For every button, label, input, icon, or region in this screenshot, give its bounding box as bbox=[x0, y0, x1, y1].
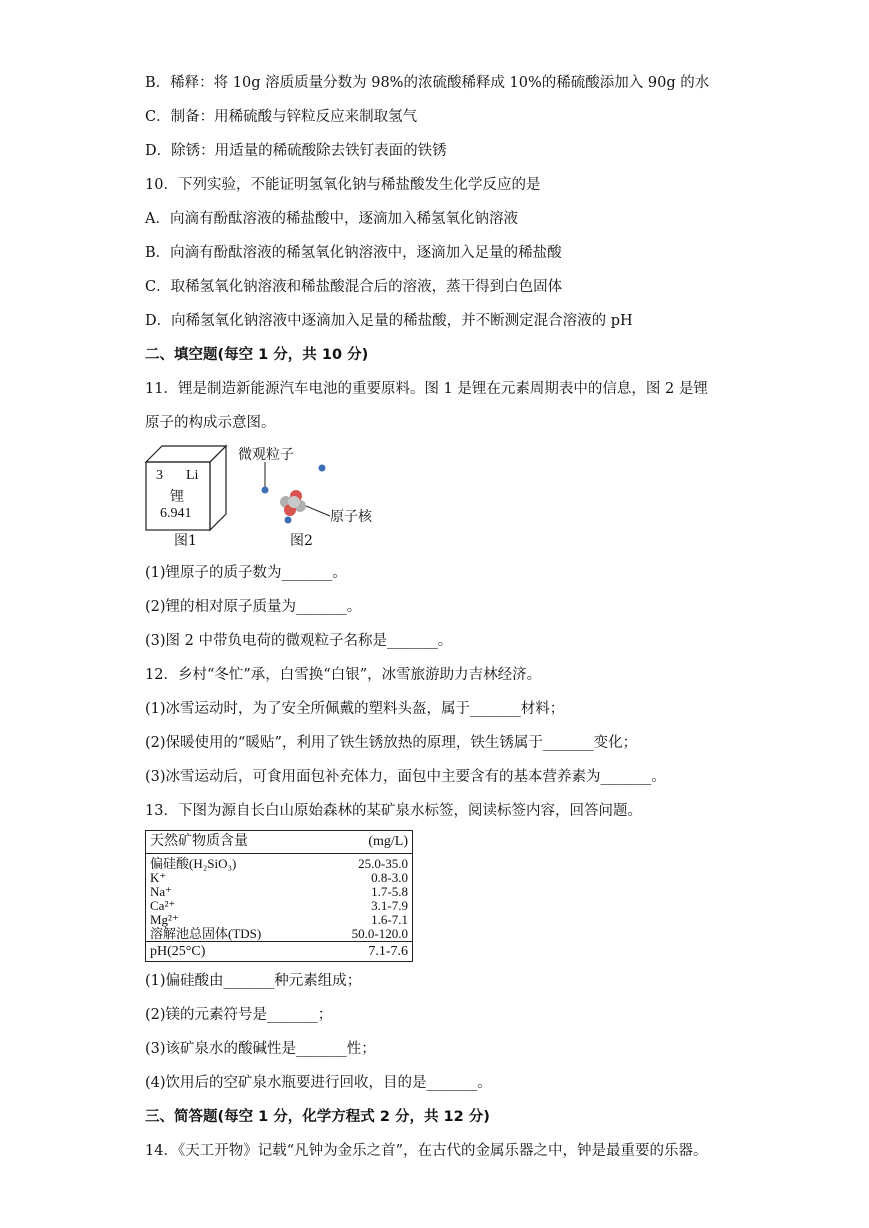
mineral-value: 3.1-7.9 bbox=[371, 898, 408, 913]
atomic-number: 3 bbox=[156, 468, 163, 483]
text-line: 原子的构成示意图。 bbox=[145, 415, 276, 431]
text-line: B．稀释：将 10g 溶质质量分数为 98%的浓硫酸稀释成 10%的稀硫酸添加入 90g 的水 bbox=[145, 75, 710, 91]
text-line: 12．乡村“冬忙”承，白雪换“白银”，冰雪旅游助力吉林经济。 bbox=[145, 667, 542, 683]
text-line: 14．《天工开物》记载“凡钟为金乐之首”，在古代的金属乐器之中，钟是最重要的乐器。 bbox=[145, 1143, 708, 1159]
text-line: 13．下图为源自长白山原始森林的某矿泉水标签，阅读标签内容，回答问题。 bbox=[145, 803, 642, 819]
table-row bbox=[150, 927, 408, 940]
text-line: (3)图 2 中带负电荷的微观粒子名称是_______。 bbox=[145, 633, 453, 649]
table-row bbox=[150, 871, 408, 884]
section-heading: 三、简答题(每空 1 分，化学方程式 2 分，共 12 分) bbox=[145, 1109, 490, 1125]
atomic-mass: 6.941 bbox=[160, 506, 192, 521]
table-header-right: (mg/L) bbox=[368, 834, 408, 849]
mineral-value: 50.0-120.0 bbox=[351, 926, 408, 941]
table-row bbox=[150, 913, 408, 926]
fig1-label: 图1 bbox=[174, 533, 197, 549]
text-line: (1)冰雪运动时，为了安全所佩戴的塑料头盔，属于_______材料； bbox=[145, 701, 565, 717]
fig2-label: 图2 bbox=[290, 533, 313, 549]
mineral-name: 偏硅酸(H₂SiO₃) bbox=[150, 856, 237, 871]
text-line: (2)镁的元素符号是_______； bbox=[145, 1007, 333, 1023]
mineral-value: 0.8-3.0 bbox=[371, 870, 408, 885]
particle-label: 微观粒子 bbox=[238, 447, 294, 463]
mineral-name: K⁺ bbox=[150, 870, 167, 885]
text-line: (1)锂原子的质子数为_______。 bbox=[145, 565, 347, 581]
element-symbol: Li bbox=[186, 468, 199, 483]
table-row bbox=[150, 885, 408, 898]
text-line: (2)保暖使用的“暖贴”，利用了铁生锈放热的原理，铁生锈属于_______变化； bbox=[145, 735, 638, 751]
text-line: D．除锈：用适量的稀硫酸除去铁钉表面的铁锈 bbox=[145, 143, 447, 159]
mineral-value: 1.7-5.8 bbox=[371, 884, 408, 899]
mineral-name: 溶解池总固体(TDS) bbox=[150, 926, 262, 941]
electron-icon bbox=[262, 487, 269, 494]
text-line: C．制备：用稀硫酸与锌粒反应来制取氢气 bbox=[145, 109, 418, 125]
section-heading: 二、填空题(每空 1 分，共 10 分) bbox=[145, 347, 369, 363]
text-line: 11．锂是制造新能源汽车电池的重要原料。图 1 是锂在元素周期表中的信息，图 2 是锂 bbox=[145, 381, 708, 397]
text-line: A．向滴有酚酞溶液的稀盐酸中，逐滴加入稀氢氧化钠溶液 bbox=[145, 211, 518, 227]
mineral-name: Ca²⁺ bbox=[150, 898, 176, 913]
ph-name: pH(25°C) bbox=[150, 944, 206, 959]
mineral-table bbox=[145, 830, 413, 962]
text-line: 10．下列实验，不能证明氢氧化钠与稀盐酸发生化学反应的是 bbox=[145, 177, 541, 193]
electron-icon bbox=[285, 517, 292, 524]
lithium-figure bbox=[140, 440, 400, 550]
mineral-value: 25.0-35.0 bbox=[358, 856, 408, 871]
text-line: C．取稀氢氧化钠溶液和稀盐酸混合后的溶液，蒸干得到白色固体 bbox=[145, 279, 563, 295]
electron-icon bbox=[319, 465, 326, 472]
text-line: (1)偏硅酸由_______种元素组成； bbox=[145, 973, 362, 989]
table-header-left: 天然矿物质含量 bbox=[150, 834, 248, 849]
text-line: (2)锂的相对原子质量为_______。 bbox=[145, 599, 362, 615]
text-line: (3)冰雪运动后，可食用面包补充体力，面包中主要含有的基本营养素为_______。 bbox=[145, 769, 666, 785]
nucleus-label: 原子核 bbox=[330, 509, 372, 525]
table-row bbox=[150, 899, 408, 912]
table-row bbox=[150, 857, 408, 870]
mineral-name: Na⁺ bbox=[150, 884, 173, 899]
element-name: 锂 bbox=[170, 490, 184, 505]
text-line: (3)该矿泉水的酸碱性是_______性； bbox=[145, 1041, 376, 1057]
text-line: D．向稀氢氧化钠溶液中逐滴加入足量的稀盐酸，并不断测定混合溶液的 pH bbox=[145, 313, 633, 329]
text-line: B．向滴有酚酞溶液的稀氢氧化钠溶液中，逐滴加入足量的稀盐酸 bbox=[145, 245, 562, 261]
text-line: (4)饮用后的空矿泉水瓶要进行回收，目的是_______。 bbox=[145, 1075, 492, 1091]
mineral-value: 1.6-7.1 bbox=[371, 912, 408, 927]
ph-value: 7.1-7.6 bbox=[368, 944, 408, 959]
mineral-name: Mg²⁺ bbox=[150, 912, 179, 927]
